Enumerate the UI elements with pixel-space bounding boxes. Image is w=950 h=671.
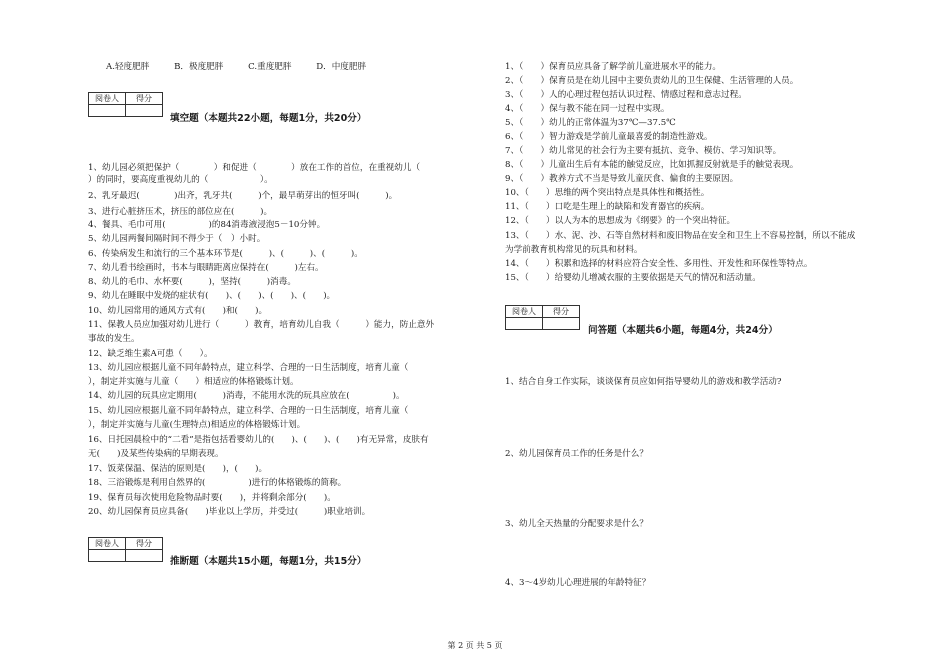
- fill-question-line: 14、幼儿园的玩具应定期用( )消毒，不能用水洗的玩具应放在( )。: [88, 391, 405, 401]
- reviewer-label: 阅卷人: [506, 306, 543, 318]
- page-footer: 第 2 页 共 5 页: [447, 641, 503, 650]
- qa-question-1: 1、结合自身工作实际，谈谈保育员应如何指导婴幼儿的游戏和教学活动?: [505, 377, 782, 387]
- fill-question-line: 2、乳牙最迟( )出齐，乳牙共( )个，最早萌芽出的恒牙叫( )。: [88, 191, 398, 201]
- reviewer-label: 阅卷人: [89, 93, 126, 105]
- score-label: 得分: [126, 538, 163, 550]
- judge-question-line: 10、（ ）思维的两个突出特点是具体性和概括性。: [505, 188, 710, 198]
- fill-question-line: 6、传染病发生和流行的三个基本环节是( )、( )、( )。: [88, 249, 363, 259]
- reviewer-label: 阅卷人: [89, 538, 126, 550]
- fill-question-line: 7、幼儿看书绘画时，书本与眼睛距离应保持在( )左右。: [88, 263, 324, 273]
- fill-question-line: 8、幼儿的毛巾、水杯要( )，坚持( )消毒。: [88, 277, 296, 287]
- fill-question-line: 17、饭菜保温、保洁的原则是( )，( )。: [88, 464, 268, 474]
- judge-question-line: 15、（ ）给婴幼儿增减衣服的主要依据是天气的情况和活动量。: [505, 273, 761, 283]
- fill-question-line: ）的同时，要高度重视幼儿的（ ）。: [88, 175, 273, 185]
- score-label: 得分: [543, 306, 580, 318]
- judge-question-line: 6、（ ）智力游戏是学前儿童最喜爱的制造性游戏。: [505, 132, 713, 142]
- qa-question-2: 2、幼儿园保育员工作的任务是什么？: [505, 449, 648, 459]
- judge-question-line: 7、（ ）幼儿常见的社会行为主要有抵抗、竞争、模仿、学习知识等。: [505, 146, 782, 156]
- qa-question-3: 3、幼儿全天热量的分配要求是什么？: [505, 519, 648, 529]
- qa-question-4: 4、3～4岁幼儿心理进展的年龄特征？: [505, 578, 651, 588]
- judge-question-line: 4、（ ）保与教不能在同一过程中实现。: [505, 104, 670, 114]
- judge-question-line: 1、（ ）保育员应具备了解学前儿童进展水平的能力。: [505, 62, 722, 72]
- fill-question-line: 15、幼儿园应根据儿童不同年龄特点，建立科学、合理的一日生活制度，培育儿童（: [88, 406, 409, 416]
- fill-question-line: 19、保育员每次使用危险物品时要( )，并将剩余部分( )。: [88, 493, 336, 503]
- judge-question-line: 8、（ ）儿童出生后有本能的触觉反应，比如抓握反射就是手的触觉表现。: [505, 160, 799, 170]
- score-box-qa: [505, 305, 580, 330]
- option-c: C.重度肥胖: [248, 62, 292, 72]
- fill-question-line: 事故的发生。: [88, 334, 140, 344]
- option-b: B．极度肥胖: [174, 62, 224, 72]
- fill-question-line: 20、幼儿园保育员应具备( )毕业以上学历，并受过( )职业培训。: [88, 507, 371, 517]
- judge-question-line: 9、（ ）教养方式不当是导致儿童厌食、偏食的主要原因。: [505, 174, 739, 184]
- judge-question-line: 3、（ ）人的心理过程包括认识过程、情感过程和意志过程。: [505, 90, 747, 100]
- fill-question-line: 9、幼儿在睡眠中发烧的症状有( )、( )、( )、( )。: [88, 291, 336, 301]
- section-title-qa: 问答题（本题共6小题，每题4分，共24分）: [588, 325, 778, 336]
- multiple-choice-options: [106, 60, 388, 72]
- option-d: D．中度肥胖: [316, 62, 367, 72]
- fill-question-line: ），制定并实施与儿童（ ）相适应的体格锻炼计划。: [88, 377, 299, 387]
- judge-question-line: 5、（ ）幼儿的正常体温为37℃—37.5℃: [505, 118, 676, 128]
- judge-question-line: 为学前教育机构常见的玩具和材料。: [505, 245, 643, 255]
- fill-question-line: 4、餐具、毛巾可用( )的84消毒液浸泡5－10分钟。: [88, 220, 326, 230]
- fill-question-line: 11、保教人员应加强对幼儿进行（ ）教育，培育幼儿自我（ ）能力，防止意外: [88, 320, 435, 330]
- section-title-fill: 填空题（本题共22小题，每题1分，共20分）: [170, 113, 367, 124]
- fill-question-line: 无( )及某些传染病的早期表现。: [88, 449, 224, 459]
- judge-question-line: 11、（ ）口吃是生理上的缺陷和发育器官的疾病。: [505, 202, 710, 212]
- fill-question-line: 13、幼儿园应根据儿童不同年龄特点，建立科学、合理的一日生活制度，培育儿童（: [88, 363, 409, 373]
- score-label: 得分: [126, 93, 163, 105]
- fill-question-line: 3、进行心脏挤压术，挤压的部位应在( )。: [88, 207, 273, 217]
- fill-question-line: 10、幼儿园常用的通风方式有( )和( )。: [88, 306, 268, 316]
- fill-question-line: 1、幼儿园必须把保护（ ）和促进（ ）放在工作的首位，在重视幼儿（: [88, 163, 421, 173]
- score-box-judge: [88, 537, 163, 562]
- fill-question-line: ），制定并实施与儿童(生理特点)相适应的体格锻炼计划。: [88, 420, 306, 430]
- fill-question-line: 5、幼儿园两餐间隔时间不得少于（ ）小时。: [88, 234, 266, 244]
- fill-question-line: 16、日托园晨检中的“二看”是指包括看婴幼儿的( )、( )、( )有无异常，皮肤有: [88, 435, 429, 445]
- section-title-judge: 推断题（本题共15小题，每题1分，共15分）: [170, 556, 367, 567]
- fill-question-line: 12、缺乏维生素A可患（ ）。: [88, 349, 213, 359]
- judge-question-line: 2、（ ）保育员是在幼儿园中主要负责幼儿的卫生保健、生活管理的人员。: [505, 76, 799, 86]
- score-box-fill: [88, 92, 163, 117]
- judge-question-line: 13、（ ）水、泥、沙、石等自然材料和废旧物品在安全和卫生上不容易控制，所以不能成: [505, 231, 856, 241]
- fill-question-line: 18、三浴锻炼是利用自然界的( )进行的体格锻炼的简称。: [88, 478, 347, 488]
- option-a: A.轻度肥胖: [106, 62, 150, 72]
- judge-question-line: 14、（ ）积累和选择的材料应符合安全性、多用性、开发性和环保性等特点。: [505, 259, 813, 269]
- judge-question-line: 12、（ ）以人为本的思想成为《纲要》的一个突出特征。: [505, 216, 736, 226]
